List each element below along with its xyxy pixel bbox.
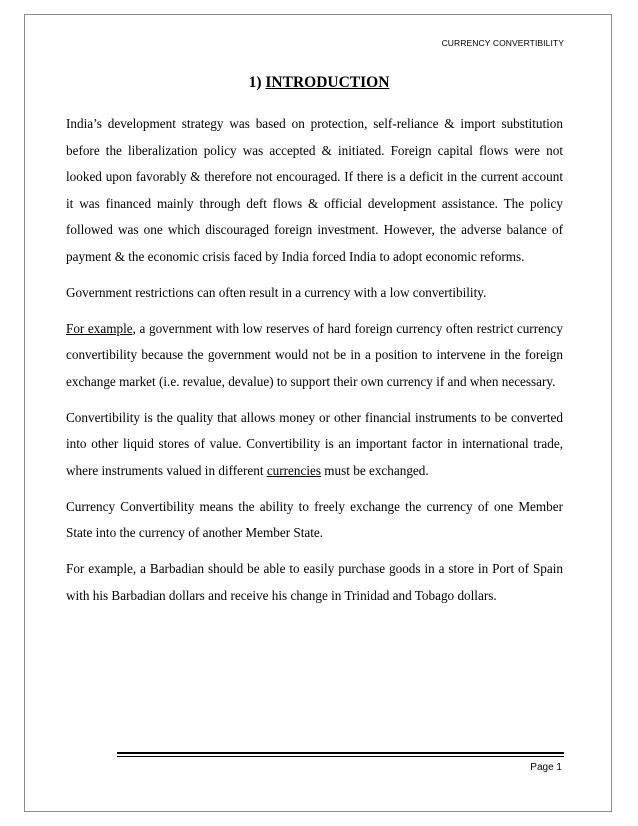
paragraph-example-barbadian: For example, a Barbadian should be able to easily purchase goods in a store in Port of Spain with his Barbadian dollars and receive his change in Trinidad and Tobago dollars. — [66, 561, 563, 603]
paragraph-intro: India’s development strategy was based on protection, self-reliance & import substitution before the liberalization policy was accepted & initiated. Foreign capital flows were not looked upon favorably & therefore not encouraged. If there is a deficit in the current account it was financed mainly through deft flows & official development assistance. The policy followed was one which discouraged foreign investment. However, the adverse balance of payment & the economic crisis faced by India forced India to adopt economic reforms. — [66, 116, 563, 264]
running-header: CURRENCY CONVERTIBILITY — [441, 38, 564, 48]
footer-rule-thin — [117, 756, 564, 757]
page-number: Page 1 — [530, 762, 562, 773]
section-heading: INTRODUCTION — [265, 74, 390, 91]
example-lead: For example, — [66, 320, 136, 336]
currencies-link[interactable]: currencies — [266, 462, 321, 478]
footer-rule — [117, 752, 564, 754]
section-title — [0, 74, 638, 92]
paragraph-restrictions: Government restrictions can often result in a currency with a low convertibility. — [66, 284, 487, 300]
paragraph-definition: Currency Convertibility means the ability to freely exchange the currency of one Member State into the currency of another Member State. — [66, 498, 563, 540]
example-text: a government with low reserves of hard foreign currency often restrict currency convertibility because the government would not be in a position to intervene in the foreign exchange market (i.e. revalue, devalue) to support their own currency if and when necessary. — [66, 320, 563, 389]
body-text — [66, 111, 563, 619]
convertibility-text-before: Convertibility is the quality that allows money or other financial instruments to be converted into other liquid stores of value. Convertibility is an important factor in international trade, where instruments valued in different — [66, 409, 563, 478]
paragraph-example-government — [66, 316, 563, 396]
convertibility-text-after: must be exchanged. — [321, 462, 429, 478]
section-number: 1) — [248, 74, 262, 91]
paragraph-convertibility — [66, 405, 563, 485]
